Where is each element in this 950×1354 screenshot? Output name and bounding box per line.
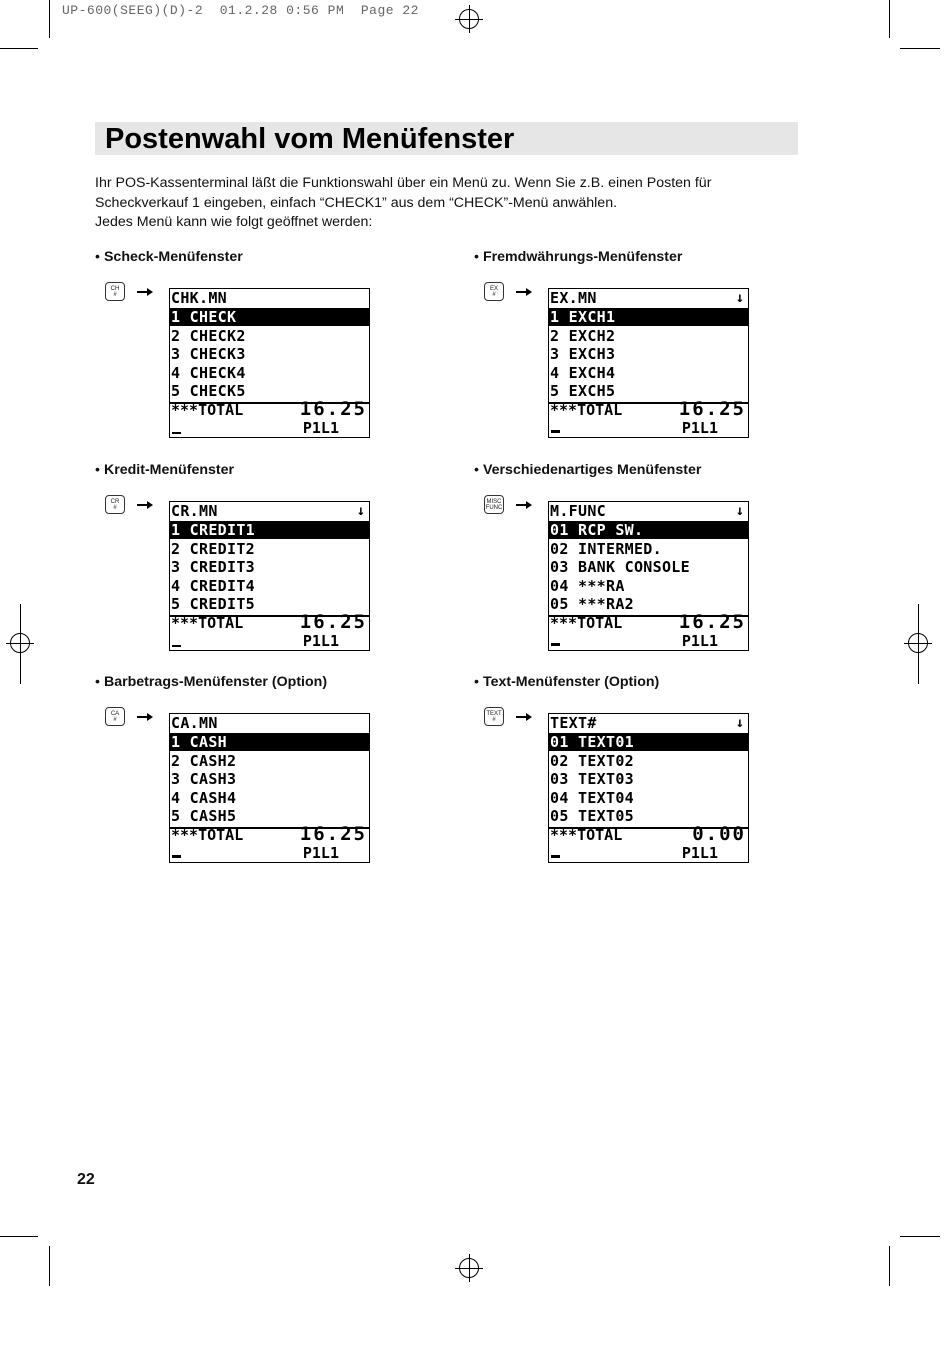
cursor-icon	[551, 855, 560, 858]
cursor-icon	[551, 643, 560, 646]
registration-mark-icon	[904, 629, 932, 657]
cursor-icon	[172, 645, 181, 647]
right-arrow-icon	[516, 287, 532, 297]
lcd-screen	[548, 501, 749, 651]
menu-row: 5 EXCH5	[550, 382, 616, 401]
scroll-down-icon: ↓	[356, 503, 365, 519]
page-line-indicator: P1L1	[302, 632, 339, 650]
right-arrow-icon	[516, 500, 532, 510]
total-amount: 16.25	[299, 398, 367, 420]
menu-row: 5 CREDIT5	[171, 595, 255, 614]
key-label-top: MISC	[486, 499, 502, 505]
crop-mark	[0, 1236, 38, 1237]
total-label: ***TOTAL	[171, 614, 244, 632]
menu-row: 04 TEXT04	[550, 788, 634, 807]
bullet-icon: •	[95, 462, 100, 478]
menu-row: 3 CREDIT3	[171, 558, 255, 577]
register-key-icon	[484, 282, 504, 301]
section-heading	[95, 249, 243, 265]
page-line-indicator: P1L1	[302, 419, 339, 437]
key-label-bottom: #	[492, 292, 496, 298]
registration-mark-icon	[455, 5, 483, 33]
menu-row: 05 ***RA2	[550, 595, 634, 614]
menu-title: CA.MN	[171, 714, 218, 732]
register-key-icon	[105, 707, 125, 726]
key-label-bottom: #	[113, 717, 117, 723]
total-amount: 16.25	[678, 398, 746, 420]
intro-line: Ihr POS-Kassenterminal läßt die Funktionswahl über ein Menü zu. Wenn Sie z.B. einen Posten für	[95, 175, 712, 191]
page-title-bar	[95, 122, 798, 155]
key-label-top: TEXT	[486, 711, 502, 717]
register-key-icon	[484, 495, 504, 514]
scroll-down-icon: ↓	[735, 503, 744, 519]
crop-mark	[0, 48, 38, 49]
menu-row-selected: 1 CHECK	[170, 308, 369, 326]
total-amount: 16.25	[678, 611, 746, 633]
menu-row-selected: 01 RCP SW.	[549, 521, 748, 539]
menu-row: 4 CHECK4	[171, 363, 246, 382]
crop-mark	[889, 1246, 890, 1286]
menu-row: 4 CASH4	[171, 788, 237, 807]
crop-mark	[900, 1236, 940, 1237]
key-label-bottom: #	[113, 292, 117, 298]
total-amount: 16.25	[299, 611, 367, 633]
menu-row: 2 CHECK2	[171, 326, 246, 345]
menu-row-selected: 1 EXCH1	[549, 308, 748, 326]
menu-title: CR.MN	[171, 502, 218, 520]
register-key-icon	[484, 707, 504, 726]
menu-title: TEXT#	[550, 714, 597, 732]
key-label-top: CA	[110, 711, 120, 717]
menu-row: 2 CREDIT2	[171, 539, 255, 558]
bullet-icon: •	[474, 462, 479, 478]
crop-mark	[900, 48, 940, 49]
registration-mark-icon	[455, 1254, 483, 1282]
crop-mark	[889, 0, 890, 38]
menu-row: 2 EXCH2	[550, 326, 616, 345]
cursor-icon	[551, 430, 560, 433]
scroll-down-icon: ↓	[735, 715, 744, 731]
intro-line: Scheckverkauf 1 eingeben, einfach “CHECK1” aus dem “CHECK”-Menü anwählen.	[95, 194, 618, 211]
lcd-screen	[548, 713, 749, 863]
lcd-screen	[548, 288, 749, 438]
total-label: ***TOTAL	[550, 826, 623, 844]
section-heading-text: Text-Menüfenster (Option)	[482, 674, 660, 690]
key-label-top: EX	[489, 286, 498, 292]
intro-paragraph	[95, 174, 795, 233]
section-heading	[474, 249, 682, 265]
section-heading-text: Barbetrags-Menüfenster (Option)	[103, 674, 328, 690]
menu-row: 3 EXCH3	[550, 345, 616, 364]
section-heading	[95, 462, 234, 478]
page-line-indicator: P1L1	[302, 844, 339, 862]
lcd-screen	[169, 713, 370, 863]
menu-row: 5 CASH5	[171, 807, 237, 826]
section-heading-text: Scheck-Menüfenster	[103, 249, 243, 265]
right-arrow-icon	[137, 287, 153, 297]
crop-mark	[49, 1246, 50, 1286]
right-arrow-icon	[137, 500, 153, 510]
key-label-top: CH	[110, 286, 120, 292]
total-amount: 16.25	[299, 823, 367, 845]
menu-row-selected: 1 CASH	[170, 733, 369, 751]
total-label: ***TOTAL	[550, 614, 623, 632]
bullet-icon: •	[474, 674, 479, 690]
page-title: Postenwahl vom Menüfenster	[105, 123, 515, 155]
lcd-screen	[169, 288, 370, 438]
total-label: ***TOTAL	[171, 401, 244, 419]
section-heading-text: Verschiedenartiges Menüfenster	[482, 462, 702, 478]
section-heading-text: Fremdwährungs-Menüfenster	[482, 249, 683, 265]
menu-title: CHK.MN	[171, 289, 227, 307]
menu-row: 4 EXCH4	[550, 363, 616, 382]
menu-row: 05 TEXT05	[550, 807, 634, 826]
page-line-indicator: P1L1	[681, 632, 718, 650]
menu-row: 5 CHECK5	[171, 382, 246, 401]
key-label-bottom: #	[492, 717, 496, 723]
total-label: ***TOTAL	[171, 826, 244, 844]
bullet-icon: •	[95, 674, 100, 690]
key-label-bottom: FUNC	[485, 505, 503, 511]
page-line-indicator: P1L1	[681, 844, 718, 862]
section-heading	[474, 462, 701, 478]
crop-mark	[49, 0, 50, 38]
menu-row: 02 TEXT02	[550, 751, 634, 770]
register-key-icon	[105, 282, 125, 301]
menu-row-selected: 01 TEXT01	[549, 733, 748, 751]
register-key-icon	[105, 495, 125, 514]
menu-row: 03 BANK CONSOLE	[550, 558, 690, 577]
scroll-down-icon: ↓	[735, 290, 744, 306]
menu-row: 04 ***RA	[550, 576, 625, 595]
bullet-icon: •	[474, 249, 479, 265]
menu-row-selected: 1 CREDIT1	[170, 521, 369, 539]
total-label: ***TOTAL	[550, 401, 623, 419]
key-label-top: CR	[110, 499, 120, 505]
page-line-indicator: P1L1	[681, 419, 718, 437]
right-arrow-icon	[137, 712, 153, 722]
menu-row: 02 INTERMED.	[550, 539, 662, 558]
menu-title: EX.MN	[550, 289, 597, 307]
menu-title: M.FUNC	[550, 502, 606, 520]
registration-mark-icon	[6, 629, 34, 657]
section-heading	[474, 674, 659, 690]
menu-row: 03 TEXT03	[550, 770, 634, 789]
key-label-bottom: #	[113, 505, 117, 511]
right-arrow-icon	[516, 712, 532, 722]
cursor-icon	[172, 855, 181, 858]
page-number: 22	[77, 1171, 95, 1188]
section-heading-text: Kredit-Menüfenster	[103, 462, 235, 478]
total-amount: 0.00	[692, 823, 746, 845]
menu-row: 3 CASH3	[171, 770, 237, 789]
cursor-icon	[172, 432, 181, 434]
print-header: UP-600(SEEG)(D)-2 01.2.28 0:56 PM Page 22	[62, 3, 419, 18]
intro-line: Jedes Menü kann wie folgt geöffnet werden:	[95, 214, 373, 230]
menu-row: 3 CHECK3	[171, 345, 246, 364]
bullet-icon: •	[95, 249, 100, 265]
menu-row: 2 CASH2	[171, 751, 237, 770]
lcd-screen	[169, 501, 370, 651]
section-heading	[95, 674, 327, 690]
menu-row: 4 CREDIT4	[171, 576, 255, 595]
